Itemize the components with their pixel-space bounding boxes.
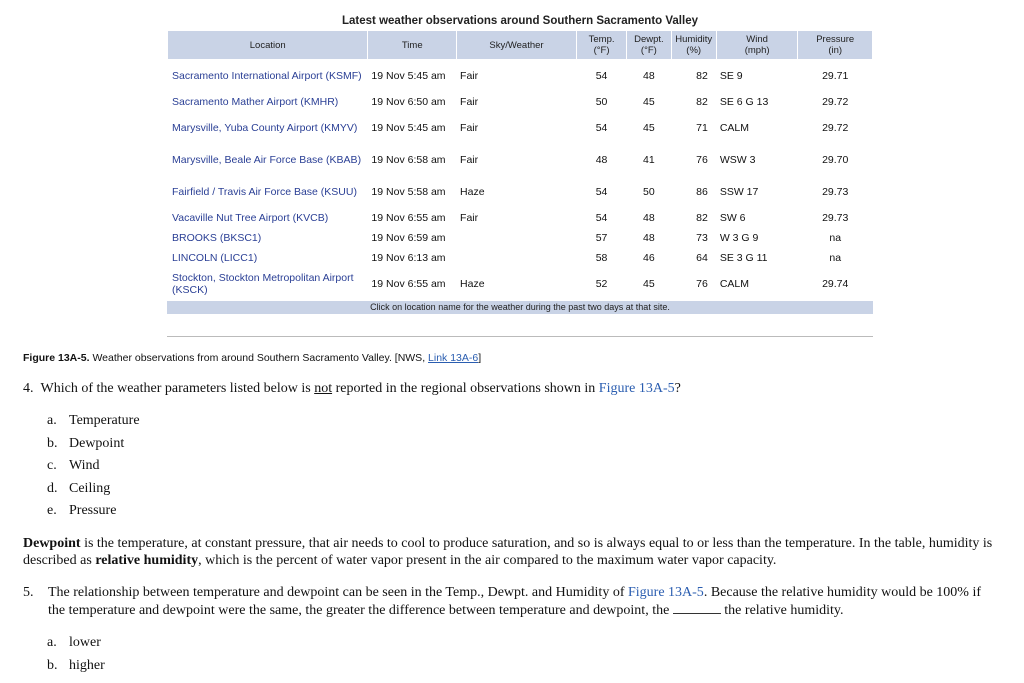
- obs-time: 19 Nov 5:58 am: [371, 185, 446, 198]
- option-text: Ceiling: [69, 480, 111, 496]
- option-text: higher: [69, 657, 105, 673]
- q5-option[interactable]: [47, 634, 105, 657]
- table-row: [168, 208, 872, 227]
- dewpt-value: 48: [643, 231, 655, 244]
- option-text: lower: [69, 635, 101, 650]
- temp-value: 54: [595, 121, 608, 134]
- table-row: [168, 228, 872, 247]
- option-text: Dewpoint: [69, 435, 125, 451]
- header-wind: Wind (mph): [717, 31, 798, 59]
- temp-value: 48: [595, 153, 608, 166]
- table-row: [168, 112, 872, 143]
- wind-value: CALM: [719, 277, 750, 290]
- location-link[interactable]: Sacramento Mather Airport (KMHR): [172, 95, 339, 108]
- location-link[interactable]: Fairfield / Travis Air Force Base (KSUU): [172, 185, 357, 198]
- table-row: [168, 92, 872, 111]
- caption-link[interactable]: Link 13A-6: [428, 352, 479, 364]
- location-link[interactable]: BROOKS (BKSC1): [172, 231, 262, 244]
- q5-text-after: . Because the relative humidity would be 100% if the temperature and dewpoint were the same, the greater the difference between temperature and dewpoint, the: [48, 585, 982, 618]
- location-link[interactable]: Vacaville Nut Tree Airport (KVCB): [172, 211, 329, 224]
- obs-time: 19 Nov 6:13 am: [371, 251, 446, 264]
- pressure-value: na: [829, 231, 842, 244]
- q5-option[interactable]: [47, 657, 105, 680]
- weather-observations-figure: [167, 12, 873, 314]
- temp-value: 58: [595, 251, 608, 264]
- table-header-row: [168, 31, 872, 59]
- temp-value: 54: [595, 185, 608, 198]
- option-text: Temperature: [69, 413, 140, 428]
- relative-humidity-term: relative humidity: [95, 553, 199, 568]
- caption-text: Weather observations from around Southern Sacramento Valley. [NWS,: [89, 352, 429, 364]
- q4-option[interactable]: [47, 502, 140, 525]
- wind-value: SE 9: [719, 69, 743, 82]
- q4-option[interactable]: [47, 435, 140, 458]
- location-link[interactable]: Sacramento International Airport (KSMF): [172, 69, 362, 82]
- header-temp: Temp. (°F): [577, 31, 626, 59]
- table-row: [168, 268, 872, 299]
- figure-divider: [167, 336, 873, 337]
- wind-value: CALM: [719, 121, 750, 134]
- pressure-value: 29.70: [822, 153, 849, 166]
- obs-time: 19 Nov 6:55 am: [371, 277, 446, 290]
- option-letter: b.: [47, 435, 58, 451]
- pressure-value: 29.72: [822, 95, 849, 108]
- figure-caption: [23, 352, 481, 364]
- q5-figure-link[interactable]: Figure 13A-5: [627, 585, 704, 600]
- pressure-value: 29.73: [822, 211, 849, 224]
- temp-value: 50: [595, 95, 608, 108]
- sky-weather: Fair: [460, 121, 479, 134]
- wind-value: W 3 G 9: [719, 231, 759, 244]
- question-4: [23, 380, 681, 397]
- dewpt-value: 41: [643, 153, 655, 166]
- option-letter: a.: [47, 413, 57, 428]
- sky-weather: Fair: [460, 153, 479, 166]
- answer-blank: [673, 601, 721, 614]
- observations-table: [167, 30, 873, 300]
- sky-weather: [457, 228, 576, 247]
- dewpoint-term: Dewpoint: [23, 536, 81, 551]
- q4-option[interactable]: [47, 480, 140, 503]
- wind-value: SE 3 G 11: [719, 251, 768, 264]
- wind-value: SSW 17: [719, 185, 759, 198]
- table-row: [168, 60, 872, 91]
- header-sky-weather: Sky/Weather: [457, 31, 576, 59]
- q4-end: ?: [674, 381, 681, 396]
- obs-time: 19 Nov 6:50 am: [371, 95, 446, 108]
- sky-weather: Fair: [460, 69, 479, 82]
- option-letter: d.: [47, 480, 58, 496]
- humidity-value: 86: [696, 185, 708, 198]
- q4-options: [47, 412, 140, 525]
- sky-weather: Haze: [460, 185, 485, 198]
- temp-value: 54: [595, 211, 608, 224]
- sky-weather: Fair: [460, 95, 479, 108]
- humidity-value: 73: [696, 231, 708, 244]
- obs-time: 19 Nov 6:58 am: [371, 153, 446, 166]
- dewpt-value: 46: [643, 251, 655, 264]
- obs-time: 19 Nov 5:45 am: [371, 69, 446, 82]
- obs-time: 19 Nov 6:55 am: [371, 211, 446, 224]
- dewpoint-paragraph: [23, 535, 1008, 569]
- q4-figure-link[interactable]: Figure 13A-5: [598, 381, 675, 396]
- humidity-value: 64: [696, 251, 708, 264]
- option-letter: c.: [47, 458, 57, 473]
- dewpt-value: 45: [643, 277, 655, 290]
- header-humidity: Humidity (%): [672, 31, 716, 59]
- pressure-value: na: [829, 251, 842, 264]
- q4-text-before: Which of the weather parameters listed below is: [40, 381, 315, 396]
- q5-number: 5.: [23, 585, 34, 600]
- q5-end: the relative humidity.: [720, 603, 844, 618]
- dewpt-value: 48: [643, 69, 655, 82]
- header-pressure: Pressure (in): [798, 31, 872, 59]
- dewpoint-text-1: is the temperature, at constant pressure, that air needs to cool to produce saturation, and so is always equal to or less than the temperature. In the table, humidity is described as: [23, 536, 993, 568]
- pressure-value: 29.72: [822, 121, 849, 134]
- caption-label: Figure 13A-5.: [23, 352, 90, 364]
- wind-value: SE 6 G 13: [719, 95, 769, 108]
- location-link[interactable]: Marysville, Beale Air Force Base (KBAB): [172, 153, 362, 166]
- sky-weather: Fair: [460, 211, 479, 224]
- humidity-value: 82: [696, 69, 708, 82]
- option-letter: e.: [47, 503, 57, 518]
- temp-value: 54: [595, 69, 608, 82]
- q4-number: 4.: [23, 381, 34, 396]
- dewpt-value: 45: [643, 121, 655, 134]
- table-row: [168, 144, 872, 175]
- q4-option[interactable]: [47, 412, 140, 435]
- q4-option[interactable]: [47, 457, 140, 480]
- humidity-value: 82: [696, 95, 708, 108]
- option-text: Wind: [69, 458, 100, 473]
- humidity-value: 82: [696, 211, 708, 224]
- question-5: [23, 584, 998, 619]
- table-footer-note: Click on location name for the weather during the past two days at that site.: [167, 301, 873, 314]
- q5-text-before: The relationship between temperature and dewpoint can be seen in the Temp., Dewpt. and Humidity of: [48, 585, 628, 600]
- dewpoint-text-2: , which is the percent of water vapor present in the air compared to the maximum water vapor capacity.: [198, 553, 777, 568]
- location-link[interactable]: Marysville, Yuba County Airport (KMYV): [172, 121, 358, 134]
- option-letter: b.: [47, 657, 58, 673]
- q4-not: not: [314, 381, 333, 396]
- dewpt-value: 50: [643, 185, 655, 198]
- humidity-value: 71: [696, 121, 708, 134]
- location-link[interactable]: LINCOLN (LICC1): [172, 251, 258, 264]
- q5-options: [47, 634, 105, 679]
- obs-time: 19 Nov 5:45 am: [371, 121, 446, 134]
- dewpt-value: 45: [643, 95, 655, 108]
- header-time: Time: [368, 31, 456, 59]
- location-link[interactable]: Stockton, Stockton Metropolitan Airport (KSCK): [172, 271, 354, 296]
- obs-time: 19 Nov 6:59 am: [371, 231, 446, 244]
- caption-close: ]: [478, 352, 482, 364]
- q4-text-after: reported in the regional observations shown in: [332, 381, 599, 396]
- option-text: Pressure: [69, 503, 117, 518]
- humidity-value: 76: [696, 153, 708, 166]
- dewpt-value: 48: [643, 211, 655, 224]
- pressure-value: 29.71: [822, 69, 849, 82]
- header-dewpt: Dewpt. (°F): [627, 31, 670, 59]
- option-letter: a.: [47, 635, 57, 650]
- sky-weather: Haze: [460, 277, 485, 290]
- pressure-value: 29.74: [822, 277, 849, 290]
- wind-value: SW 6: [719, 211, 746, 224]
- table-row: [168, 248, 872, 267]
- pressure-value: 29.73: [822, 185, 849, 198]
- wind-value: WSW 3: [719, 153, 756, 166]
- table-row: [168, 176, 872, 207]
- header-location: Location: [168, 31, 367, 59]
- sky-weather: [457, 248, 576, 267]
- temp-value: 57: [595, 231, 608, 244]
- temp-value: 52: [595, 277, 608, 290]
- table-title: Latest weather observations around Southern Sacramento Valley: [342, 15, 698, 27]
- humidity-value: 76: [696, 277, 708, 290]
